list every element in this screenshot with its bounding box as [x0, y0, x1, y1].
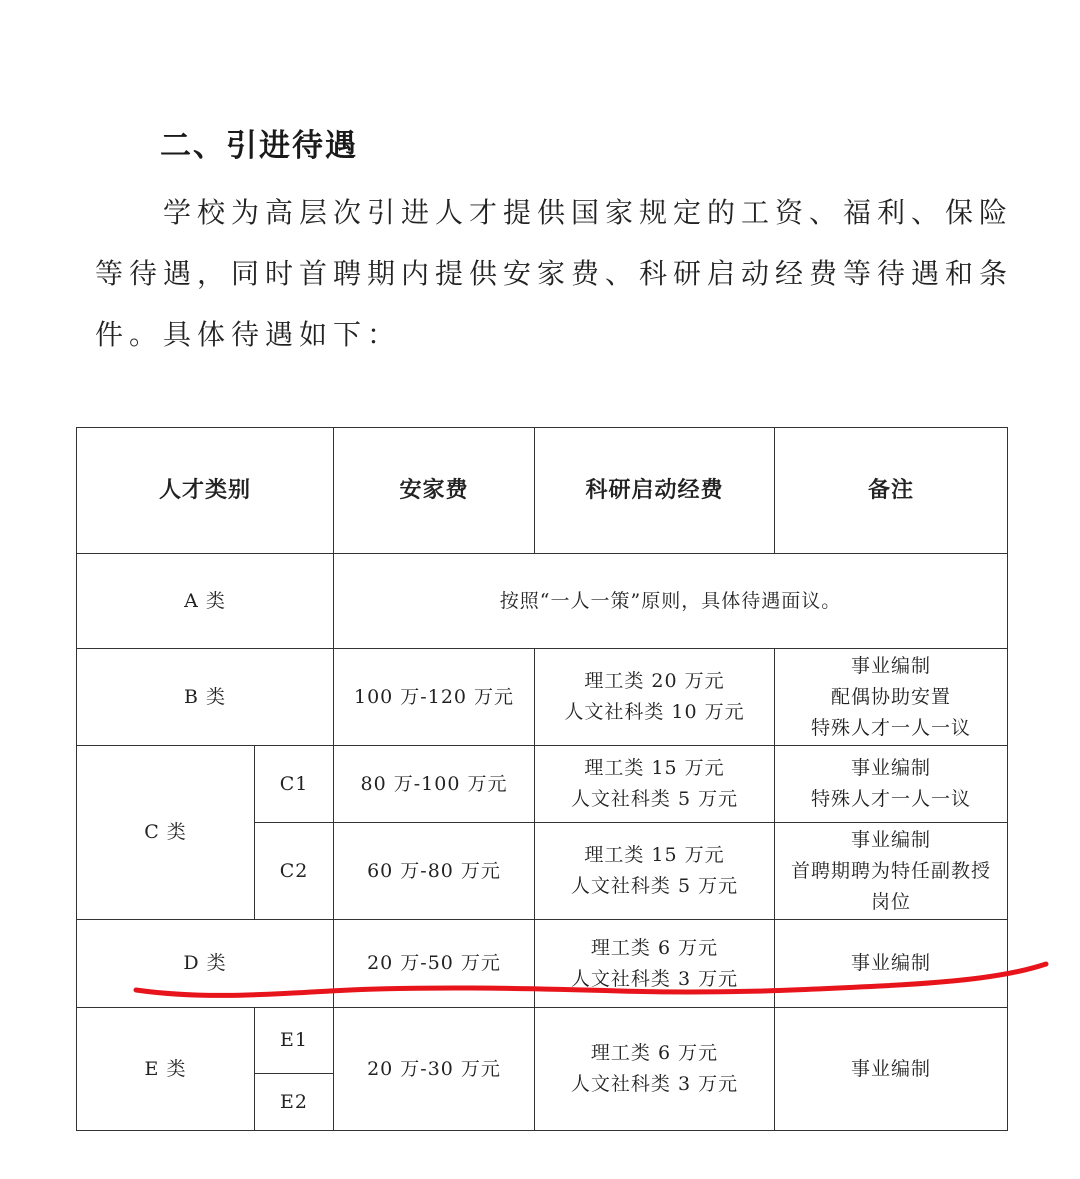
section-heading: 二、引进待遇: [160, 128, 358, 164]
c2-remark: 事业编制 首聘期聘为特任副教授 岗位: [775, 823, 1008, 920]
table-header-row: [77, 428, 1008, 554]
d-research-fund: 理工类 6 万元 人文社科类 3 万元: [535, 920, 775, 1008]
table-row-d: [77, 920, 1008, 1008]
b-remark: 事业编制 配偶协助安置 特殊人才一人一议: [775, 649, 1008, 746]
header-category: 人才类别: [77, 428, 334, 554]
e-settling-fee: 20 万-30 万元: [334, 1008, 535, 1131]
c1-settling-fee: 80 万-100 万元: [334, 746, 535, 823]
table-row-b: [77, 649, 1008, 746]
sub-category-e2: E2: [255, 1074, 334, 1131]
table-row-a: [77, 554, 1008, 649]
table-row-e1: [77, 1008, 1008, 1074]
c2-research-fund: 理工类 15 万元 人文社科类 5 万元: [535, 823, 775, 920]
c1-remark: 事业编制 特殊人才一人一议: [775, 746, 1008, 823]
sub-category-e1: E1: [255, 1008, 334, 1074]
a-merged-note: 按照“一人一策”原则，具体待遇面议。: [334, 554, 1008, 649]
e-research-fund: 理工类 6 万元 人文社科类 3 万元: [535, 1008, 775, 1131]
c1-research-fund: 理工类 15 万元 人文社科类 5 万元: [535, 746, 775, 823]
header-remark: 备注: [775, 428, 1008, 554]
b-settling-fee: 100 万-120 万元: [334, 649, 535, 746]
sub-category-c1: C1: [255, 746, 334, 823]
header-research-fund: 科研启动经费: [535, 428, 775, 554]
table-row-c1: [77, 746, 1008, 823]
sub-category-c2: C2: [255, 823, 334, 920]
category-e: E 类: [77, 1008, 255, 1131]
d-settling-fee: 20 万-50 万元: [334, 920, 535, 1008]
d-remark: 事业编制: [775, 920, 1008, 1008]
benefits-table: [76, 427, 1008, 1131]
b-research-fund: 理工类 20 万元 人文社科类 10 万元: [535, 649, 775, 746]
header-settling-fee: 安家费: [334, 428, 535, 554]
category-c: C 类: [77, 746, 255, 920]
category-d: D 类: [77, 920, 334, 1008]
category-b: B 类: [77, 649, 334, 746]
e-remark: 事业编制: [775, 1008, 1008, 1131]
intro-paragraph: 学校为高层次引进人才提供国家规定的工资、福利、保险等待遇，同时首聘期内提供安家费、科研启动经费等待遇和条件。具体待遇如下：: [95, 196, 1014, 351]
c2-settling-fee: 60 万-80 万元: [334, 823, 535, 920]
category-a: A 类: [77, 554, 334, 649]
